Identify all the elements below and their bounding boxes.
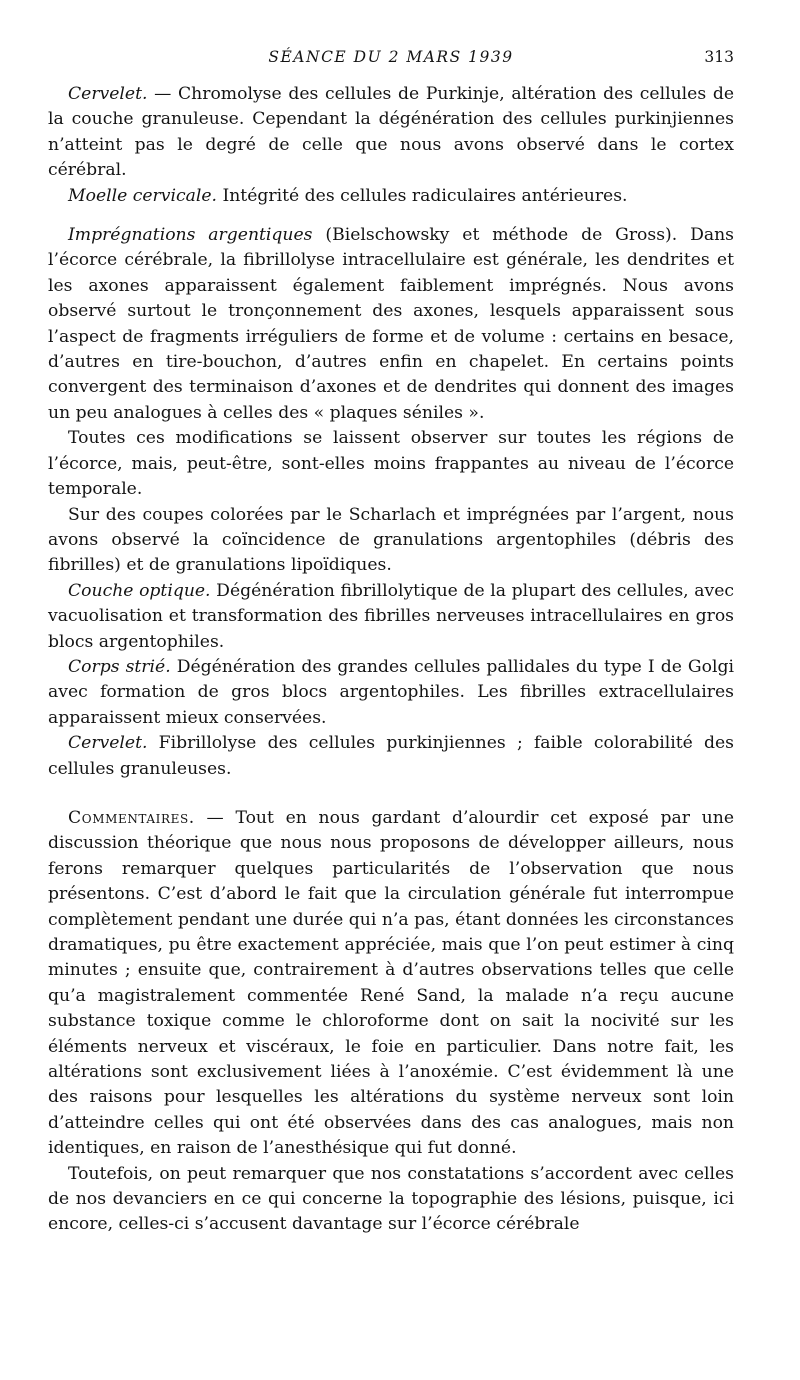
paragraph-text: Fibrillolyse des cellules purkinjiennes ; faible colorabilité des cellules granuleuses. <box>48 733 734 779</box>
paragraph-lead: Moelle cervicale. <box>68 185 217 206</box>
paragraph-cervelet-1 <box>48 82 734 184</box>
paragraph-lead: Cervelet. <box>68 733 148 754</box>
paragraph-impregnations-argentiques <box>48 223 734 426</box>
paragraph-couche-optique <box>48 579 734 655</box>
paragraph-lead: Corps strié. <box>68 656 171 677</box>
running-title: SÉANCE DU 2 MARS 1939 <box>268 48 514 66</box>
page-number: 313 <box>704 48 734 66</box>
paragraph-lead: Cervelet. <box>68 84 148 104</box>
paragraph-text: Toutes ces modifications se laissent observer sur toutes les régions de l’écorce, mais, peut-être, sont-elles moins frappantes au niveau de l’écorce temporale. <box>48 428 734 500</box>
paragraph-commentaires <box>48 806 734 1162</box>
paragraph-toutefois <box>48 1162 734 1238</box>
section-heading: Commentaires. <box>68 807 195 828</box>
body-text <box>48 82 734 1238</box>
paragraph-text: — Chromolyse des cellules de Purkinje, altération des cellules de la couche granuleuse. Cependant la dégénération des cellules purkinjiennes n’atteint pas le degré de celle que nous avons observé dans le cortex cérébral. <box>48 84 734 181</box>
paragraph-corps-strie <box>48 655 734 731</box>
paragraph-coupes-colorees <box>48 503 734 579</box>
page-header <box>48 48 734 74</box>
paragraph-text: Toutefois, on peut remarquer que nos constatations s’accordent avec celles de nos devanciers en ce qui concerne la topographie des lésions, puisque, ici encore, celles-ci s’accusent davantage sur l’écorce cérébrale <box>48 1163 734 1235</box>
paragraph-text: Dégénération des grandes cellules pallidales du type I de Golgi avec formation de gros blocs argentophiles. Les fibrilles extracellulaires apparaissent mieux conservées. <box>48 656 734 728</box>
paragraph-cervelet-2 <box>48 731 734 782</box>
paragraph-lead: Couche optique. <box>68 580 211 601</box>
paragraph-text: — Tout en nous gardant d’alourdir cet exposé par une discussion théorique que nous nous proposons de développer ailleurs, nous ferons remarquer quelques particularités de l’observation que nous présentons. C’est d’abord le fait que la circulation générale fut interrompue complètement pendant une durée qui n’a pas, étant données les circonstances dramatiques, pu être exactement appréciée, mais que l’on peut estimer à cinq minutes ; ensuite que, contrairement à d’autres observations telles que celle qu’a magistralement commentée René Sand, la malade n’a reçu aucune substance toxique comme le chloroforme dont on sait la nocivité sur les éléments nerveux et viscéraux, le foie en particulier. Dans notre fait, les altérations sont exclusivement liées à l’anoxémie. C’est évidemment là une des raisons pour lesquelles les altérations du système nerveux sont loin d’atteindre celles qui ont été observées dans des cas analogues, mais non identiques, en raison de l’anesthésique qui fut donné. <box>48 807 734 1159</box>
paragraph-text: (Bielschowsky et méthode de Gross). Dans l’écorce cérébrale, la fibrillolyse intracellulaire est générale, les dendrites et les axones apparaissent également faiblement imprégnés. Nous avons observé surtout le tronçonnement des axones, lesquels apparaissent sous l’aspect de fragments irréguliers de forme et de volume : certains en besace, d’autres en tire-bouchon, d’autres enfin en chapelet. En certains points convergent des terminaison d’axones et de dendrites qui donnent des images un peu analogues à celles des « plaques séniles ». <box>48 225 735 423</box>
paragraph-modifications <box>48 426 734 502</box>
paragraph-text: Dégénération fibrillolytique de la plupart des cellules, avec vacuolisation et transformation des fibrilles nerveuses intracellulaires en gros blocs argentophiles. <box>48 580 735 652</box>
paragraph-moelle-cervicale <box>48 184 734 209</box>
paragraph-lead: Imprégnations argentiques <box>68 225 313 246</box>
paragraph-text: Intégrité des cellules radiculaires antérieures. <box>216 185 628 206</box>
paragraph-text: Sur des coupes colorées par le Scharlach et imprégnées par l’argent, nous avons observé la coïncidence de granulations argentophiles (débris des fibrilles) et de granulations lipoïdiques. <box>48 504 734 576</box>
